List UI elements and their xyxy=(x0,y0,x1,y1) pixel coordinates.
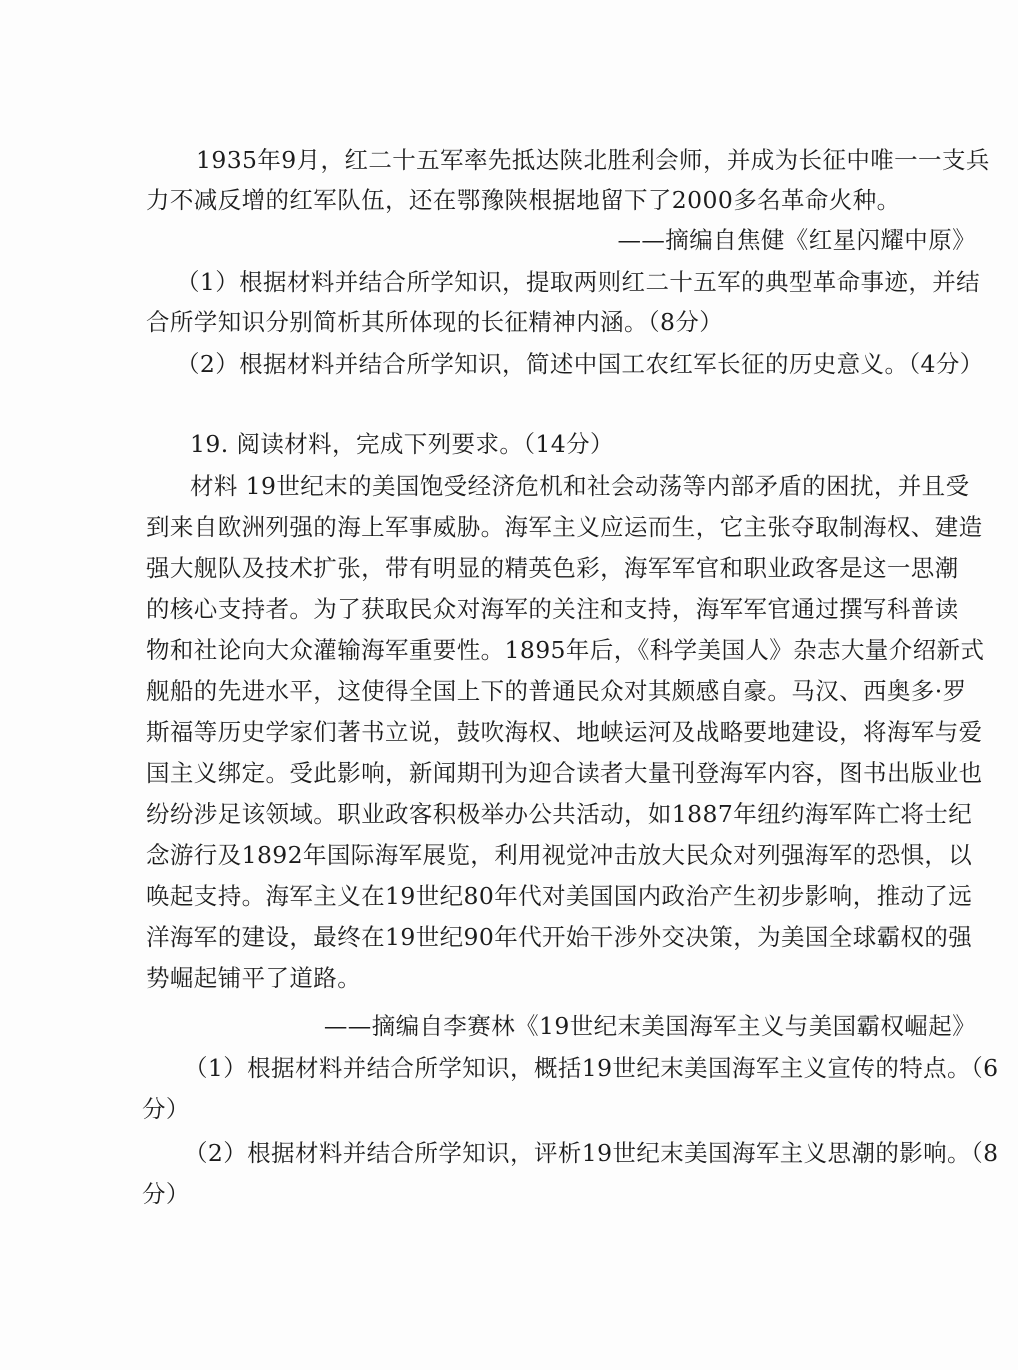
material-text-line: 材料 19世纪末的美国饱受经济危机和社会动荡等内部矛盾的困扰，并且受 xyxy=(190,472,970,500)
material-text-line: 到来自欧洲列强的海上军事威胁。海军主义应运而生，它主张夺取制海权、建造 xyxy=(146,513,983,541)
material-text-line: 力不减反增的红军队伍，还在鄂豫陕根据地留下了2000多名革命火种。 xyxy=(146,186,901,214)
material-text-line: 物和社论向大众灌输海军重要性。1895年后，《科学美国人》杂志大量介绍新式 xyxy=(146,636,985,664)
material-text-line: 洋海军的建设，最终在19世纪90年代开始干涉外交决策，为美国全球霸权的强 xyxy=(146,923,973,951)
material-text-line: 1935年9月，红二十五军率先抵达陕北胜利会师，并成为长征中唯一一支兵 xyxy=(196,146,990,174)
question-text-line: （2）根据材料并结合所学知识，评析19世纪末美国海军主义思潮的影响。（8 xyxy=(184,1139,999,1167)
question-text-line: （2）根据材料并结合所学知识，简述中国工农红军长征的历史意义。（4分） xyxy=(176,350,984,378)
material-text-line: 念游行及1892年国际海军展览，利用视觉冲击放大民众对列强海军的恐惧，以 xyxy=(146,841,973,869)
question-text-line: 合所学知识分别简析其所体现的长征精神内涵。（8分） xyxy=(146,308,724,336)
material-text-line: 的核心支持者。为了获取民众对海军的关注和支持，海军军官通过撰写科普读 xyxy=(146,595,959,623)
question-text-line: （1）根据材料并结合所学知识，概括19世纪末美国海军主义宣传的特点。（6 xyxy=(184,1054,999,1082)
material-text-line: 国主义绑定。受此影响，新闻期刊为迎合读者大量刊登海军内容，图书出版业也 xyxy=(146,759,983,787)
material-text-line: 纷纷涉足该领域。职业政客积极举办公共活动，如1887年纽约海军阵亡将士纪 xyxy=(146,800,973,828)
question-text-line: 分） xyxy=(142,1180,190,1208)
material-text-line: 唤起支持。海军主义在19世纪80年代对美国国内政治产生初步影响，推动了远 xyxy=(146,882,973,910)
question-text-line: 分） xyxy=(142,1095,190,1123)
material-text-line: 强大舰队及技术扩张，带有明显的精英色彩，海军军官和职业政客是这一思潮 xyxy=(146,554,959,582)
material-text-line: 舰船的先进水平，这使得全国上下的普通民众对其颇感自豪。马汉、西奥多·罗 xyxy=(146,677,967,705)
question-heading: 19. 阅读材料，完成下列要求。（14分） xyxy=(190,430,614,458)
material-text-line: 斯福等历史学家们著书立说，鼓吹海权、地峡运河及战略要地建设，将海军与爱 xyxy=(146,718,983,746)
source-citation: ——摘编自焦健《红星闪耀中原》 xyxy=(617,226,976,254)
question-text-line: （1）根据材料并结合所学知识，提取两则红二十五军的典型革命事迹，并结 xyxy=(176,268,981,296)
source-citation: ——摘编自李赛林《19世纪末美国海军主义与美国霸权崛起》 xyxy=(323,1012,976,1040)
material-text-line: 势崛起铺平了道路。 xyxy=(146,964,362,992)
